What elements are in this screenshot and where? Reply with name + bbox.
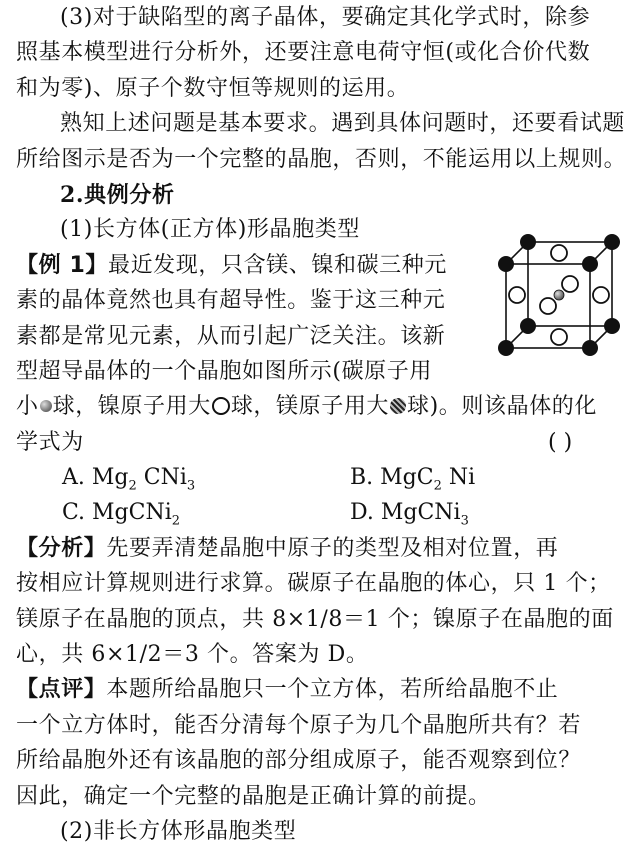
ni-front (540, 298, 556, 314)
ni-top (551, 245, 567, 261)
analysis-line1: 【分析】先要弄清楚晶胞中原子的类型及相对位置，再 (16, 536, 559, 561)
ni-bottom (551, 329, 567, 345)
ni-right (593, 287, 609, 303)
subsection2-title: (2)非长方体形晶胞类型 (60, 819, 297, 844)
option-c[interactable]: C. MgCNi$_2$ (62, 500, 181, 529)
section-title: 2.典例分析 (60, 182, 175, 208)
analysis-label: 【分析】 (16, 536, 107, 561)
para1-line1: (3)对于缺陷型的离子晶体，要确定其化学式时，除参 (60, 5, 591, 30)
comment-line3: 所给晶胞外还有该晶胞的部分组成原子，能否观察到位？ (16, 748, 582, 773)
comment-line2: 一个立方体时，能否分清每个原子为几个晶胞所共有？若 (16, 713, 582, 738)
ni-back (562, 276, 578, 292)
subsection-title: (1)长方体(正方体)形晶胞类型 (60, 217, 360, 242)
para1-line2: 照基本模型进行分析外，还要注意电荷守恒(或化合价代数 (16, 40, 591, 65)
example-line2: 素的晶体竟然也具有超导性。鉴于这三种元 (16, 288, 446, 313)
example-label: 【例 1】 (16, 253, 108, 278)
analysis-line3: 镁原子在晶胞的顶点，共 8×1/8＝1 个；镍原子在晶胞的面 (16, 607, 614, 632)
example-line3: 素都是常见元素，从而引起广泛关注。该新 (16, 324, 446, 349)
carbon-ball-icon (40, 400, 52, 412)
para2-line2: 所给图示是否为一个完整的晶胞，否则，不能运用以上规则。 (16, 147, 627, 172)
nickel-circle-icon (212, 397, 230, 415)
example-line6: 学式为 (16, 430, 84, 455)
example-line5: 小 球，镍原子用大 球，镁原子用大 球)。则该晶体的化 (16, 394, 597, 419)
option-d[interactable]: D. MgCNi$_3$ (350, 500, 469, 529)
example-line1 (16, 252, 447, 280)
analysis-line2: 按相应计算规则进行求算。碳原子在晶胞的体心，只 1 个； (16, 571, 611, 596)
para1-line3: 和为零)、原子个数守恒等规则的运用。 (16, 76, 410, 101)
answer-paren: ( ) (548, 430, 573, 455)
example-line4: 型超导晶体的一个晶胞如图所示(碳原子用 (16, 359, 432, 384)
option-b[interactable]: B. MgC$_2$ Ni (350, 465, 476, 494)
example-text-1: 最近发现，只含镁、镍和碳三种元 (107, 253, 447, 278)
magnesium-ball-icon (390, 398, 406, 414)
comment-line1: 【点评】本题所给晶胞只一个立方体，若所给晶胞不止 (16, 677, 559, 702)
comment-line4: 因此，确定一个完整的晶胞是正确计算的前提。 (16, 784, 491, 809)
analysis-line4: 心，共 6×1/2＝3 个。答案为 D。 (16, 642, 369, 667)
crystal-cell-diagram-icon (494, 232, 624, 362)
comment-label: 【点评】 (16, 677, 107, 702)
ni-left (509, 287, 525, 303)
para2-line1: 熟知上述问题是基本要求。遇到具体问题时，还要看试题 (60, 111, 626, 136)
option-a[interactable]: A. $Mg_2$ CNi$_3$ (62, 465, 196, 494)
